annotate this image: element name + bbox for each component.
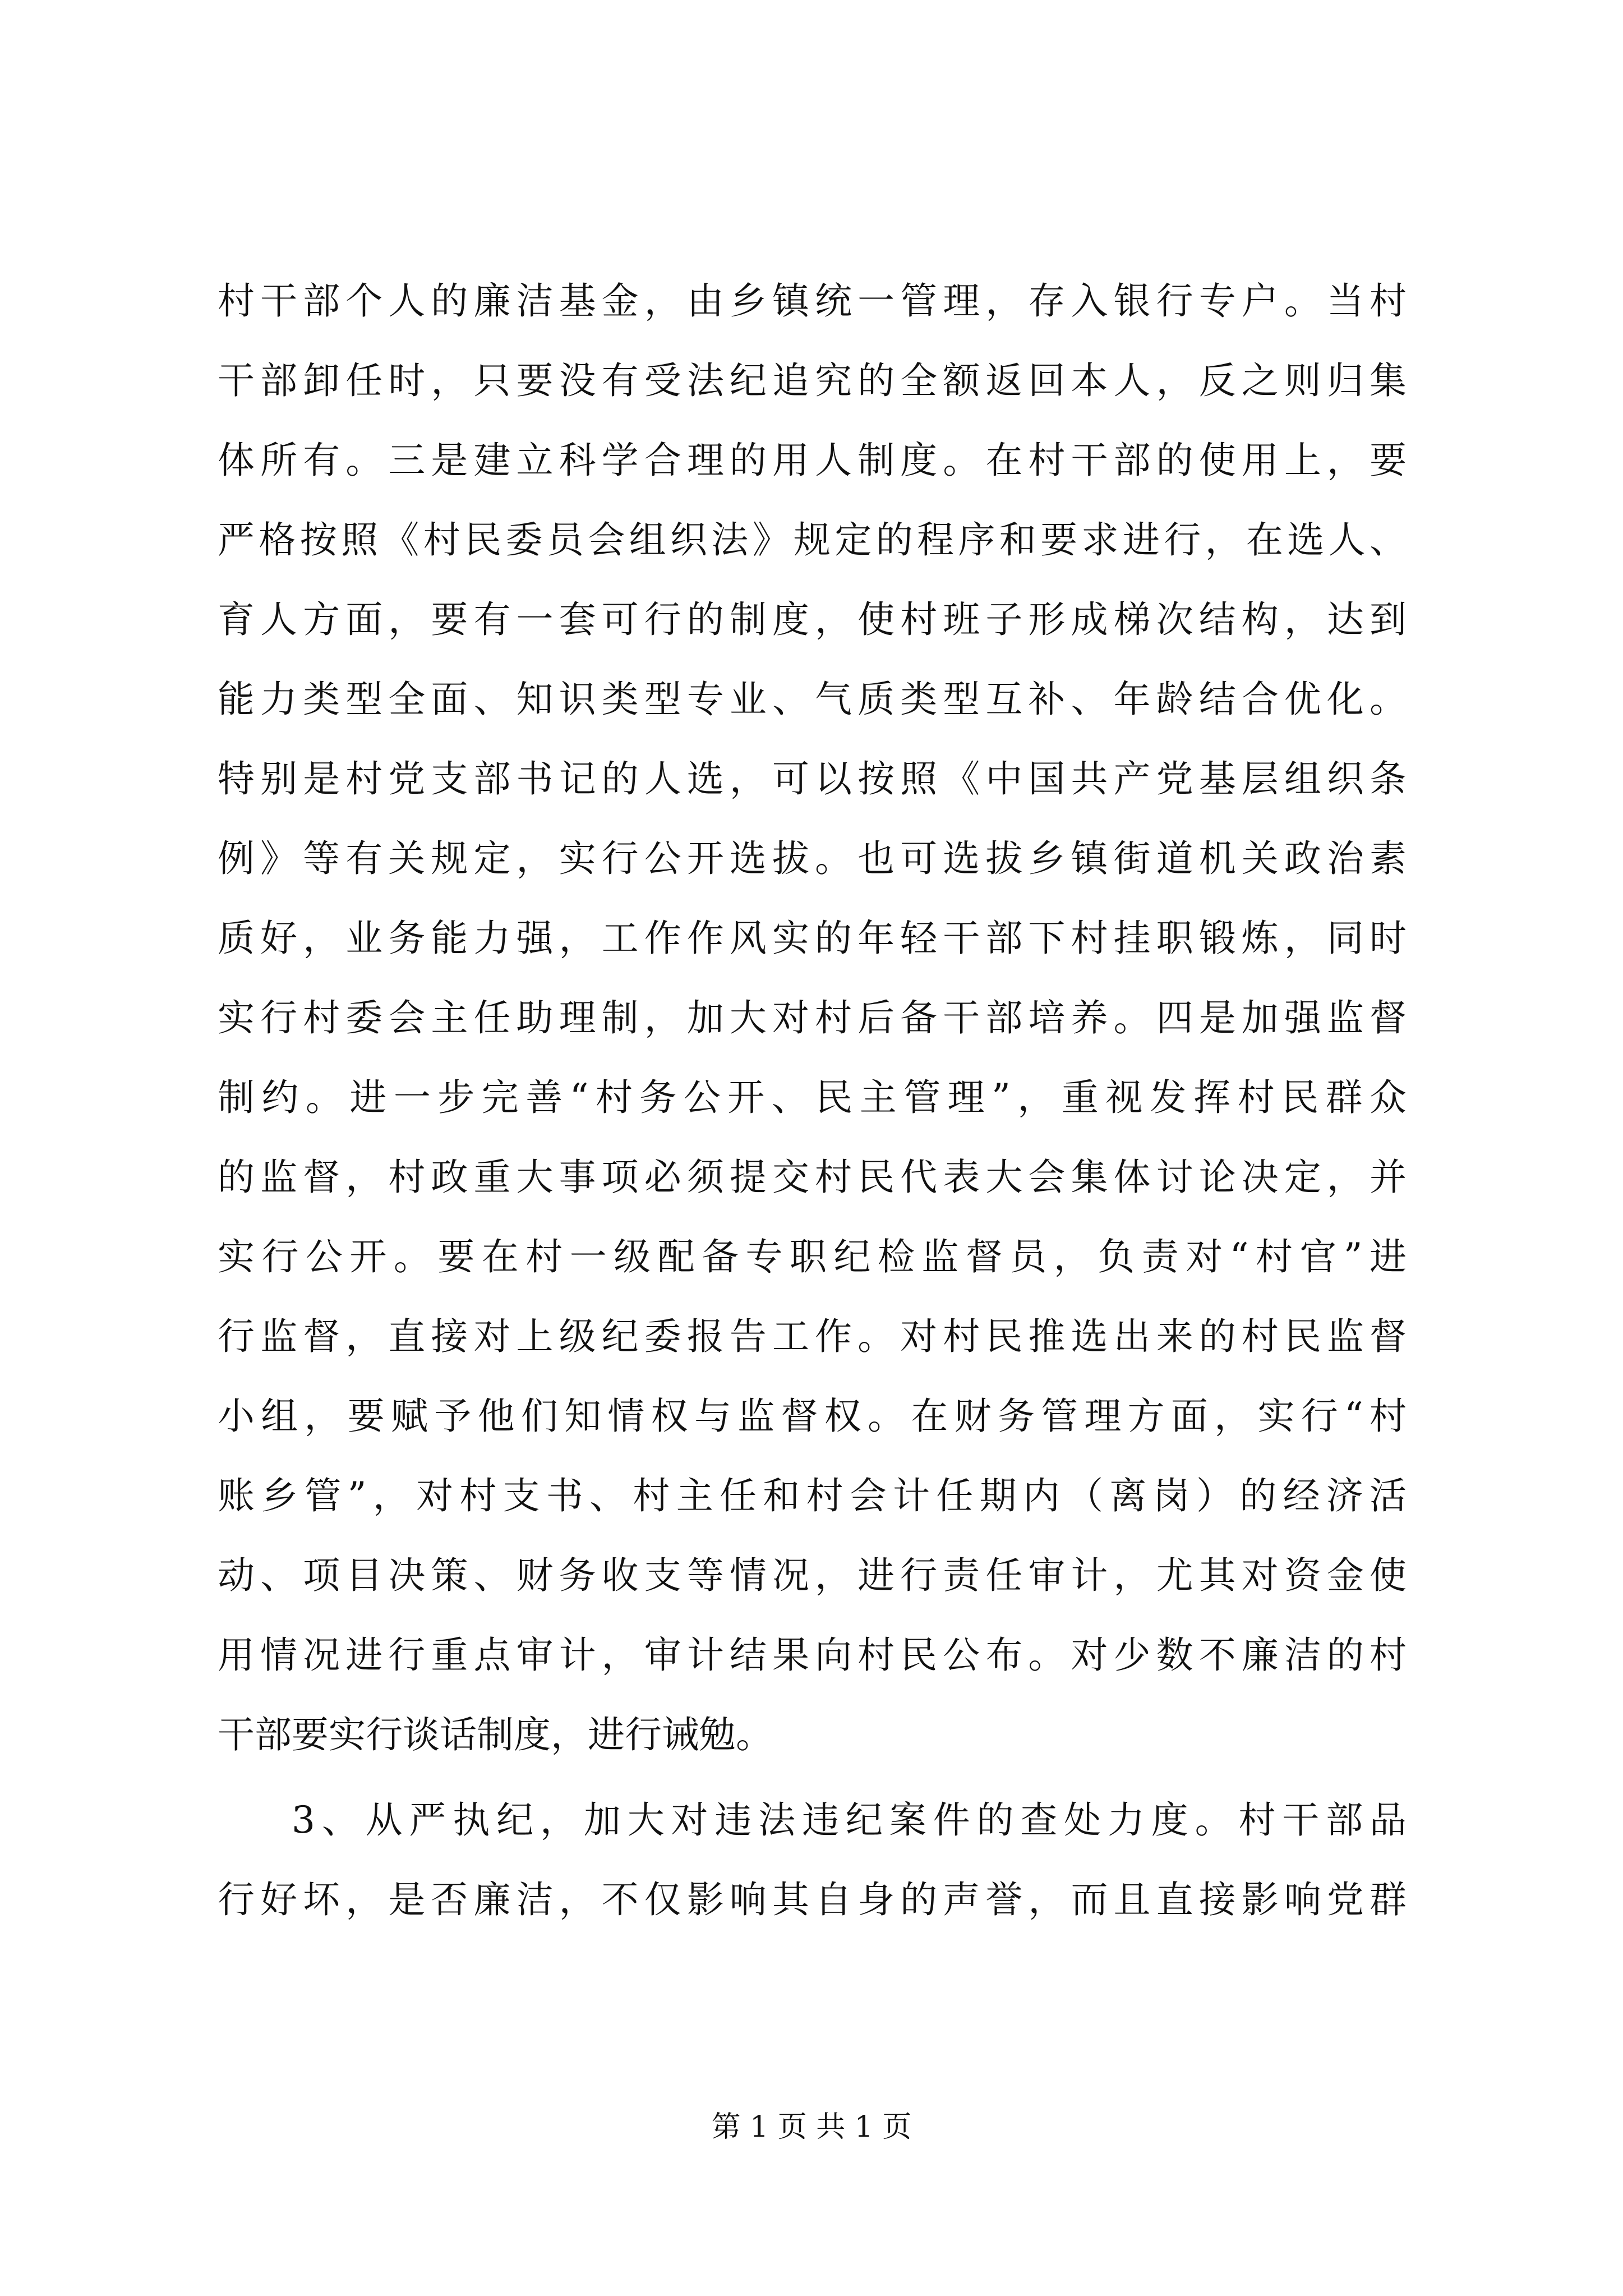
text-line: 质好，业务能力强，工作作风实的年轻干部下村挂职锻炼，同时	[218, 917, 1407, 960]
text-line: 3、从严执纪，加大对违法违纪案件的查处力度。村干部品	[292, 1798, 1407, 1842]
text-line: 体所有。三是建立科学合理的用人制度。在村干部的使用上，要	[218, 439, 1407, 482]
body-text	[218, 261, 1407, 1940]
page-number-label: 第 1 页 共 1 页	[711, 2110, 912, 2144]
text-line: 例》等有关规定，实行公开选拔。也可选拔乡镇街道机关政治素	[218, 837, 1407, 880]
paragraph-gap	[218, 1775, 1407, 1780]
text-line: 行监督，直接对上级纪委报告工作。对村民推选出来的村民监督	[218, 1315, 1407, 1358]
text-line: 育人方面，要有一套可行的制度，使村班子形成梯次结构，达到	[218, 598, 1407, 641]
text-line: 实行公开。要在村一级配备专职纪检监督员，负责对“村官”进	[218, 1235, 1407, 1278]
text-line: 行好坏，是否廉洁，不仅影响其自身的声誉，而且直接影响党群	[218, 1878, 1407, 1921]
text-line: 制约。进一步完善“村务公开、民主管理”，重视发挥村民群众	[218, 1076, 1407, 1119]
text-line: 小组，要赋予他们知情权与监督权。在财务管理方面，实行“村	[218, 1395, 1407, 1438]
page-footer	[0, 2110, 1623, 2144]
text-line: 干部要实行谈话制度，进行诫勉。	[218, 1713, 773, 1756]
text-line: 能力类型全面、知识类型专业、气质类型互补、年龄结合优化。	[218, 678, 1407, 721]
text-line: 的监督，村政重大事项必须提交村民代表大会集体讨论决定，并	[218, 1156, 1407, 1199]
text-line: 严格按照《村民委员会组织法》规定的程序和要求进行，在选人、	[218, 518, 1407, 562]
text-line: 用情况进行重点审计，审计结果向村民公布。对少数不廉洁的村	[218, 1634, 1407, 1677]
text-line: 村干部个人的廉洁基金，由乡镇统一管理，存入银行专户。当村	[218, 279, 1407, 323]
text-line: 特别是村党支部书记的人选，可以按照《中国共产党基层组织条	[218, 757, 1407, 800]
text-line: 实行村委会主任助理制，加大对村后备干部培养。四是加强监督	[218, 996, 1407, 1039]
text-line: 账乡管”，对村支书、村主任和村会计任期内（离岗）的经济活	[218, 1474, 1407, 1517]
text-line: 动、项目决策、财务收支等情况，进行责任审计，尤其对资金使	[218, 1554, 1407, 1597]
text-line: 干部卸任时，只要没有受法纪追究的全额返回本人，反之则归集	[218, 359, 1407, 402]
